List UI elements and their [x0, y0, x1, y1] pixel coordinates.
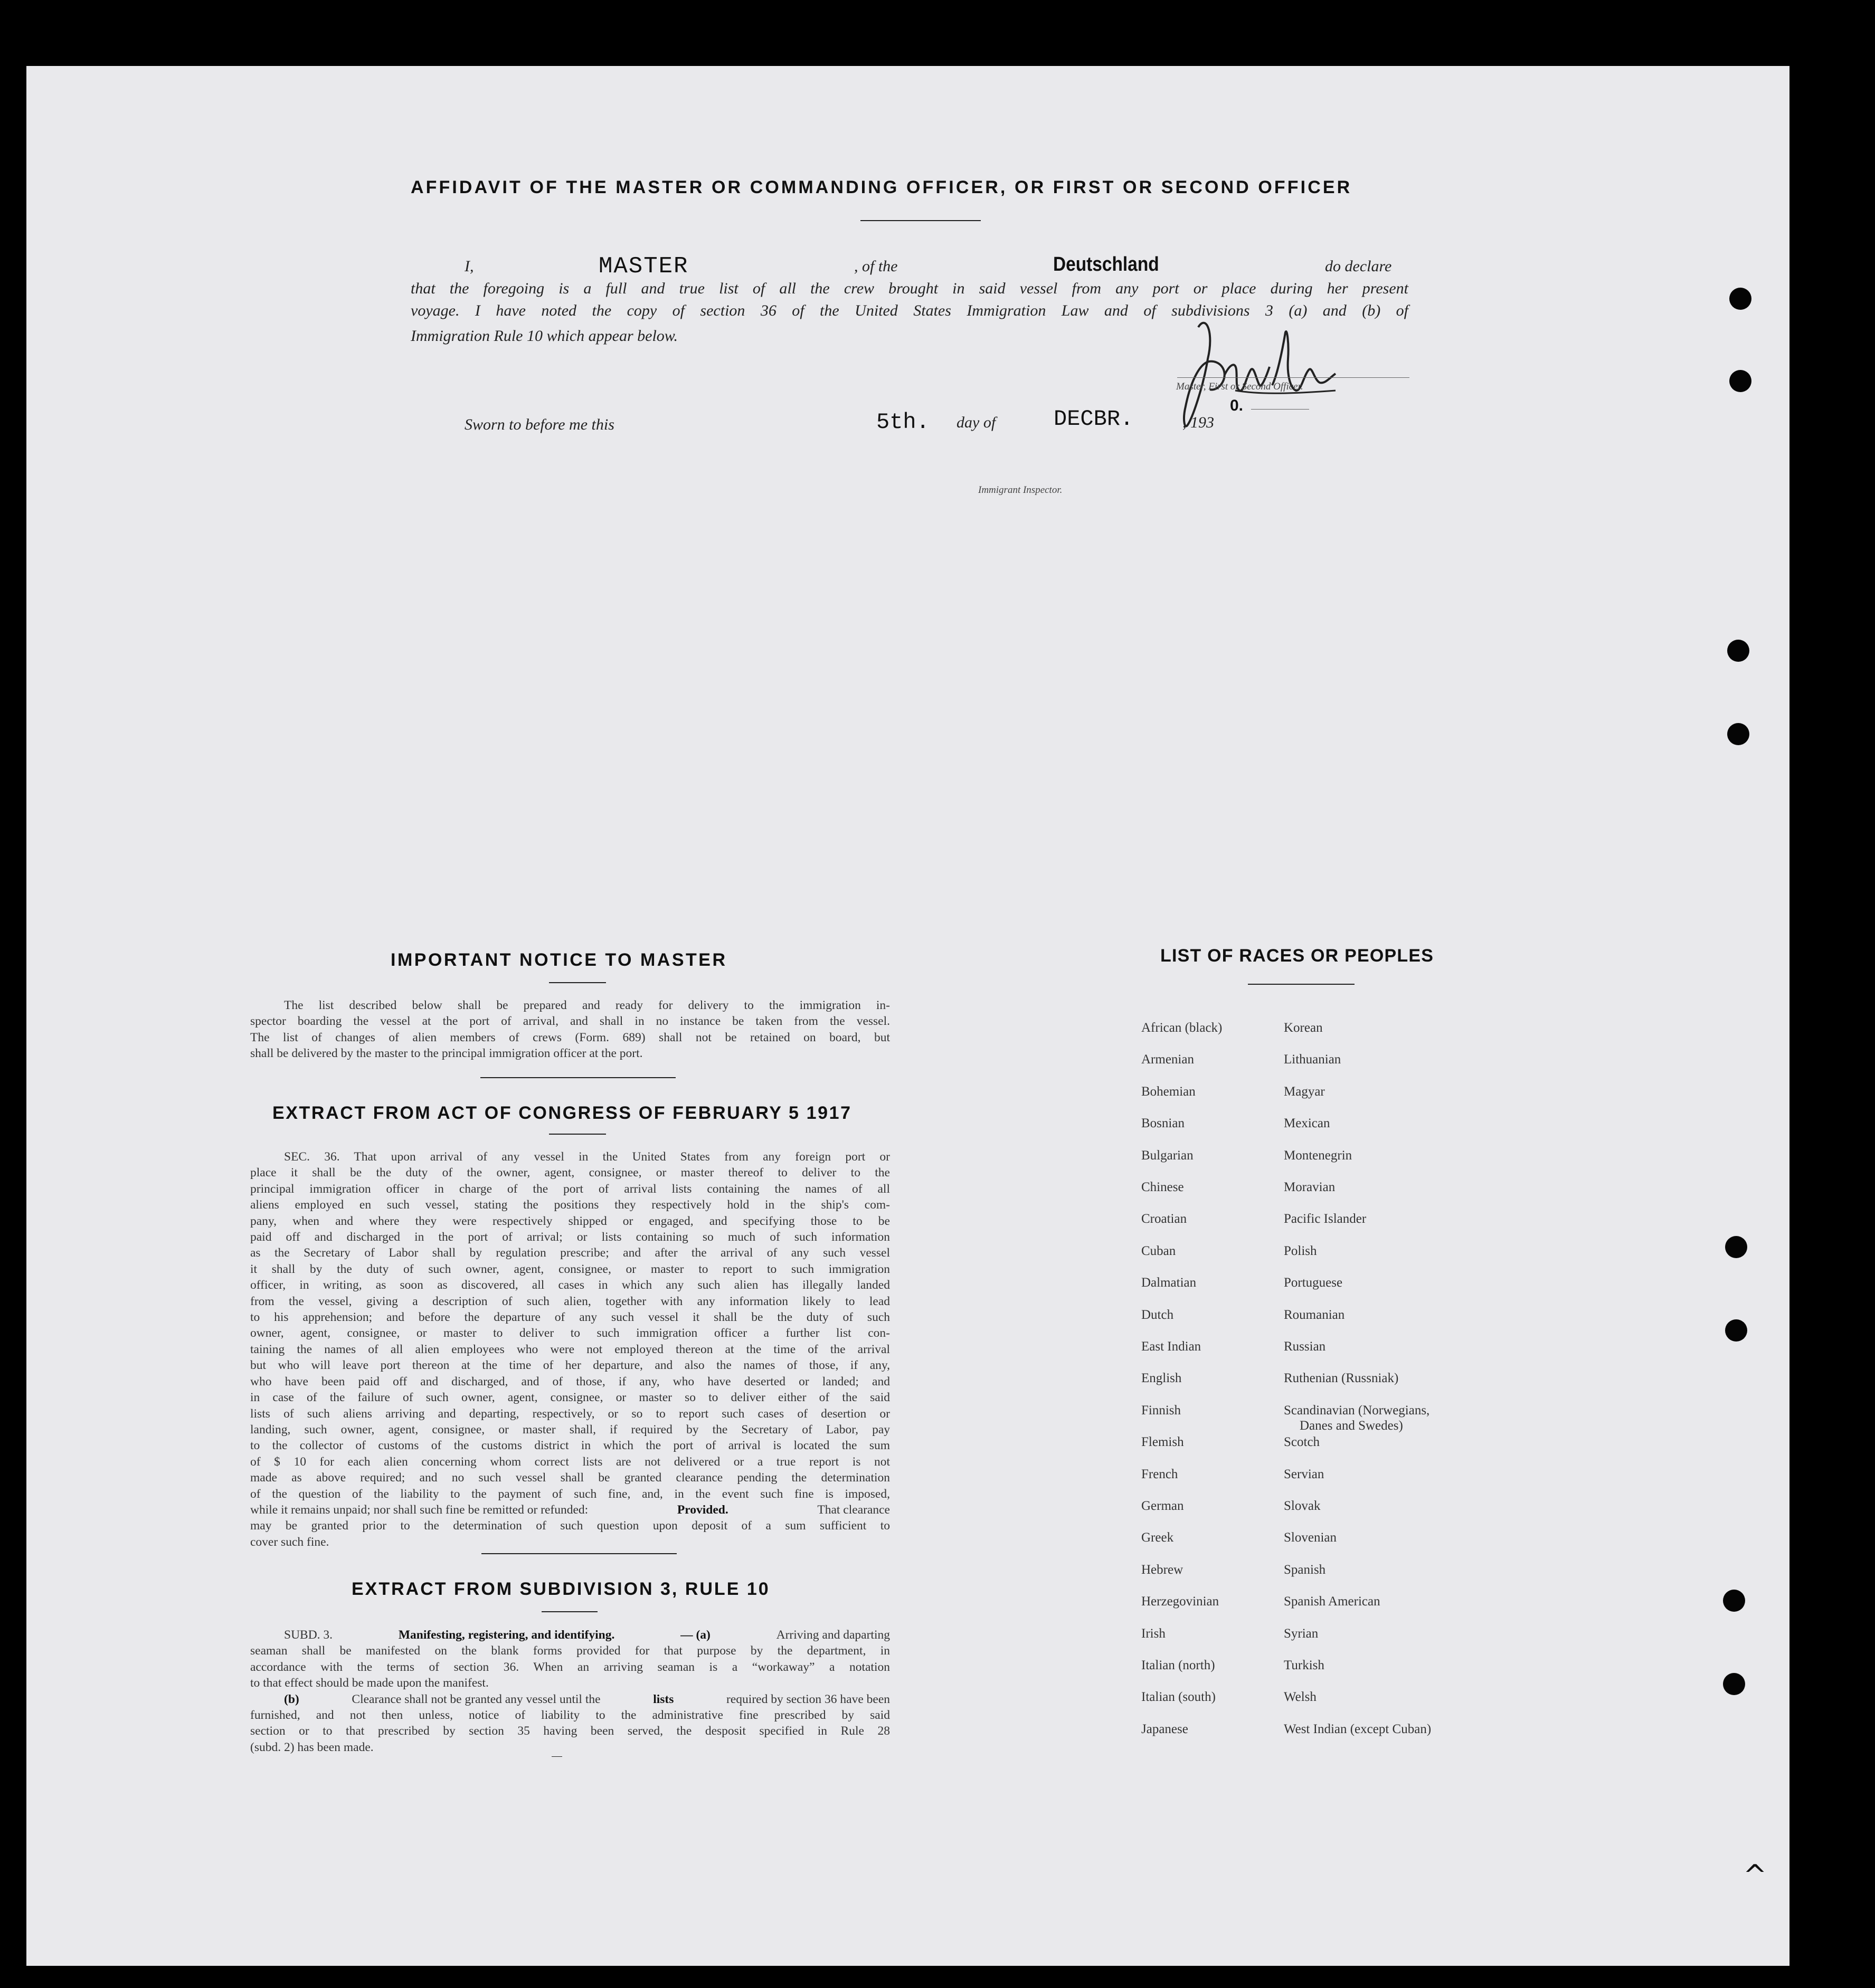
binder-hole	[1723, 1673, 1745, 1695]
binder-hole	[1725, 1236, 1747, 1258]
race-item: Herzegovinian	[1141, 1594, 1219, 1609]
act-line: officer, in writing, as soon as discovered, all cases in which any such alien has illegally landed	[250, 1278, 890, 1292]
act-line: it shall by the duty of such owner, agent, consignee, or master to report to such immigration	[250, 1262, 890, 1276]
notice-rule	[549, 982, 606, 983]
affidavit-line-2: that the foregoing is a full and true list of all the crew brought in said vessel from any port or place during her present	[411, 280, 1408, 297]
i-label: I,	[465, 258, 474, 275]
year-underline	[1251, 409, 1309, 410]
sworn-label: Sworn to before me this	[465, 416, 614, 433]
race-item: Greek	[1141, 1530, 1174, 1545]
act-line: may be granted prior to the determination of such question upon deposit of a sum sufficient to	[250, 1519, 890, 1533]
subd-heading: Manifesting, registering, and identifying.	[398, 1628, 615, 1642]
race-item: Slovak	[1284, 1499, 1321, 1513]
race-item: Cuban	[1141, 1244, 1176, 1258]
races-rule	[1248, 984, 1355, 985]
section-divider	[481, 1553, 677, 1554]
act-line: cover such fine.	[250, 1535, 329, 1549]
act-line: but who will leave port thereon at the time of her departure, and also the names of those, if any,	[250, 1358, 890, 1373]
act-line: owner, agent, consignee, or master to deliver to such immigration officer a further list con-	[250, 1326, 890, 1340]
lists-bold: lists	[653, 1692, 674, 1706]
act-line: lists of such aliens arriving and departing, respectively, or so to report such cases of desertion or	[250, 1406, 890, 1421]
race-item: Syrian	[1284, 1626, 1319, 1641]
provided-rest: That clearance	[817, 1502, 890, 1517]
subd-b-line	[250, 1691, 890, 1707]
race-item: Chinese	[1141, 1180, 1184, 1194]
act-line: aliens employed en such vessel, stating the positions they respectively hold in the ship's com-	[250, 1198, 890, 1212]
act-line: of the question of the liability to the payment of such fine, and, in the event such fine is imposed,	[250, 1487, 890, 1501]
binder-hole	[1729, 288, 1751, 310]
act-line: to the collector of customs of the customs district in which the port of arrival is located the sum	[250, 1439, 890, 1453]
race-item: Moravian	[1284, 1180, 1336, 1194]
do-declare-label: do declare	[1325, 258, 1392, 275]
rule-body	[250, 1627, 890, 1755]
race-item: Bulgarian	[1141, 1148, 1194, 1163]
provided-bold: Provided.	[677, 1502, 728, 1517]
race-item: Dalmatian	[1141, 1276, 1197, 1290]
act-line: paid off and discharged in the port of arrival; or lists containing so much of such information	[250, 1230, 890, 1244]
race-item: Pacific Islander	[1284, 1212, 1367, 1226]
race-item: Korean	[1284, 1021, 1323, 1035]
binder-hole	[1723, 1590, 1745, 1612]
act-line: landing, such owner, agent, consignee, or master shall, if required by the Secretary of Labor, pay	[250, 1422, 890, 1437]
race-item: Bohemian	[1141, 1085, 1196, 1099]
race-item: Lithuanian	[1284, 1052, 1341, 1067]
race-item: Welsh	[1284, 1690, 1317, 1704]
race-item: West Indian (except Cuban)	[1284, 1722, 1432, 1736]
notice-line: shall be delivered by the master to the principal immigration officer at the port.	[250, 1047, 643, 1061]
race-item: Scotch	[1284, 1435, 1320, 1449]
affidavit-line-3: voyage. I have noted the copy of section 36 of the United States Immigration Law and of subdivisions 3 (a) and (b) of	[411, 302, 1408, 319]
race-item: East Indian	[1141, 1339, 1201, 1354]
act-body	[250, 1149, 890, 1550]
race-item: Spanish American	[1284, 1594, 1380, 1609]
notice-title: IMPORTANT NOTICE TO MASTER	[391, 950, 727, 970]
binder-hole	[1727, 640, 1749, 662]
race-item: Scandinavian (Norwegians,	[1284, 1403, 1430, 1418]
rule-line: (subd. 2) has been made.	[250, 1740, 374, 1754]
subd-a-label: — (a)	[680, 1628, 711, 1642]
race-item: Irish	[1141, 1626, 1166, 1641]
sworn-month: DECBR.	[1054, 406, 1134, 432]
affidavit-line-4: Immigration Rule 10 which appear below.	[411, 327, 678, 345]
signature-caption: Master, First or Second Officer.	[1176, 381, 1303, 392]
act-line: from the vessel, giving a description of such alien, together with any information likely to lead	[250, 1294, 890, 1308]
race-item: Russian	[1284, 1339, 1326, 1354]
race-item: Bosnian	[1141, 1116, 1185, 1130]
act-line: made as above required; and no such vessel shall be granted clearance pending the determination	[250, 1471, 890, 1485]
race-item: Croatian	[1141, 1212, 1187, 1226]
race-item: Portuguese	[1284, 1276, 1343, 1290]
act-line: taining the names of all alien employees who were not employed thereon at the time of the arrival	[250, 1342, 890, 1356]
margin-mark: ^	[1743, 1859, 1767, 1892]
rule-title-rule	[542, 1611, 598, 1612]
sworn-day: 5th.	[876, 410, 930, 435]
race-item: Flemish	[1141, 1435, 1184, 1449]
officer-rank: MASTER	[599, 253, 689, 280]
notice-line: The list described below shall be prepared and ready for delivery to the immigration in-	[284, 998, 890, 1012]
rule-line: furnished, and not then unless, notice of liability to the administrative fine prescribed by said	[250, 1708, 890, 1723]
subd-line	[250, 1627, 890, 1643]
act-line: place it shall be the duty of the owner, agent, consignee, or master thereof to deliver to the	[250, 1166, 890, 1180]
title-rule	[860, 220, 981, 221]
race-item: Dutch	[1141, 1308, 1174, 1322]
race-item: Montenegrin	[1284, 1148, 1352, 1163]
races-title: LIST OF RACES OR PEOPLES	[1160, 946, 1434, 966]
race-item-continuation: Danes and Swedes)	[1300, 1419, 1403, 1433]
act-line: to his apprehension; and before the departure of any such vessel it shall be the duty of such	[250, 1310, 890, 1325]
race-item: Servian	[1284, 1467, 1324, 1481]
rule-line: section or to that prescribed by section 35 having been served, the desposit specified in Rule 28	[250, 1724, 890, 1738]
act-title: EXTRACT FROM ACT OF CONGRESS OF FEBRUARY 5 1917	[272, 1103, 852, 1123]
race-item: German	[1141, 1499, 1184, 1513]
race-item: Roumanian	[1284, 1308, 1345, 1322]
race-item: Slovenian	[1284, 1530, 1337, 1545]
subd-a-text: Arriving and daparting	[776, 1628, 890, 1642]
end-mark	[552, 1756, 562, 1757]
race-item: Spanish	[1284, 1563, 1326, 1577]
subd-label: SUBD. 3.	[284, 1628, 333, 1642]
inspector-caption: Immigrant Inspector.	[978, 484, 1063, 496]
race-item: Japanese	[1141, 1722, 1188, 1736]
notice-body	[250, 997, 890, 1062]
act-line: as the Secretary of Labor shall by regulation prescribe; and after the arrival of any such vessel	[250, 1246, 890, 1260]
act-line: pany, when and where they were respectively shipped or engaged, and specifying those to be	[250, 1214, 890, 1228]
race-item: Hebrew	[1141, 1563, 1183, 1577]
race-item: Finnish	[1141, 1403, 1181, 1418]
race-item: Polish	[1284, 1244, 1317, 1258]
subd-b-label: (b)	[284, 1692, 299, 1706]
of-the-label: , of the	[854, 258, 898, 275]
race-item: African (black)	[1141, 1021, 1223, 1035]
day-of-label: day of	[957, 414, 996, 431]
vessel-name-stamp: Deutschland	[1053, 253, 1159, 275]
year-prefix: , 193	[1182, 414, 1214, 431]
notice-line: The list of changes of alien members of crews (Form. 689) shall not be retained on board, but	[250, 1030, 890, 1044]
act-line: who have been paid off and discharged, and of those, if any, who have deserted or landed; and	[250, 1374, 890, 1388]
act-line-text: while it remains unpaid; nor shall such fine be remitted or refunded:	[250, 1502, 589, 1517]
year-suffix: 0.	[1230, 397, 1244, 414]
rule-line: accordance with the terms of section 36. When an arriving seaman is a “workaway” a notation	[250, 1660, 890, 1674]
notice-line: spector boarding the vessel at the port of arrival, and shall in no instance be taken from the vessel.	[250, 1014, 890, 1029]
act-rule	[549, 1134, 606, 1135]
affidavit-title: AFFIDAVIT OF THE MASTER OR COMMANDING OFFICER, OR FIRST OR SECOND OFFICER	[411, 177, 1352, 197]
rule-title: EXTRACT FROM SUBDIVISION 3, RULE 10	[352, 1579, 770, 1599]
rule-line: seaman shall be manifested on the blank forms provided for that purpose by the department, in	[250, 1644, 890, 1658]
act-line: principal immigration officer in charge of the port of arrival lists containing the names of all	[250, 1182, 890, 1196]
binder-hole	[1729, 370, 1751, 392]
act-line: in case of the failure of such owner, agent, consignee, or master so to deliver either of the said	[250, 1391, 890, 1405]
race-item: Armenian	[1141, 1052, 1194, 1067]
rule-line: to that effect should be made upon the manifest.	[250, 1676, 489, 1690]
signature-line	[1177, 377, 1409, 378]
race-item: Italian (south)	[1141, 1690, 1216, 1704]
race-item: Turkish	[1284, 1658, 1324, 1672]
act-line: SEC. 36. That upon arrival of any vessel in the United States from any foreign port or	[284, 1150, 890, 1164]
subd-b-text-2: required by section 36 have been	[726, 1692, 890, 1706]
subd-b-text: Clearance shall not be granted any vessel until the	[352, 1692, 601, 1706]
section-divider	[480, 1077, 676, 1078]
race-item: Magyar	[1284, 1085, 1325, 1099]
race-item: French	[1141, 1467, 1178, 1481]
race-item: Ruthenian (Russniak)	[1284, 1371, 1399, 1385]
binder-hole	[1727, 723, 1749, 745]
race-item: Italian (north)	[1141, 1658, 1215, 1672]
binder-hole	[1725, 1319, 1747, 1342]
race-item: Mexican	[1284, 1116, 1330, 1130]
act-line: of $ 10 for each alien concerning whom correct lists are not delivered or a true report is not	[250, 1454, 890, 1469]
act-line	[250, 1502, 890, 1518]
race-item: English	[1141, 1371, 1182, 1385]
